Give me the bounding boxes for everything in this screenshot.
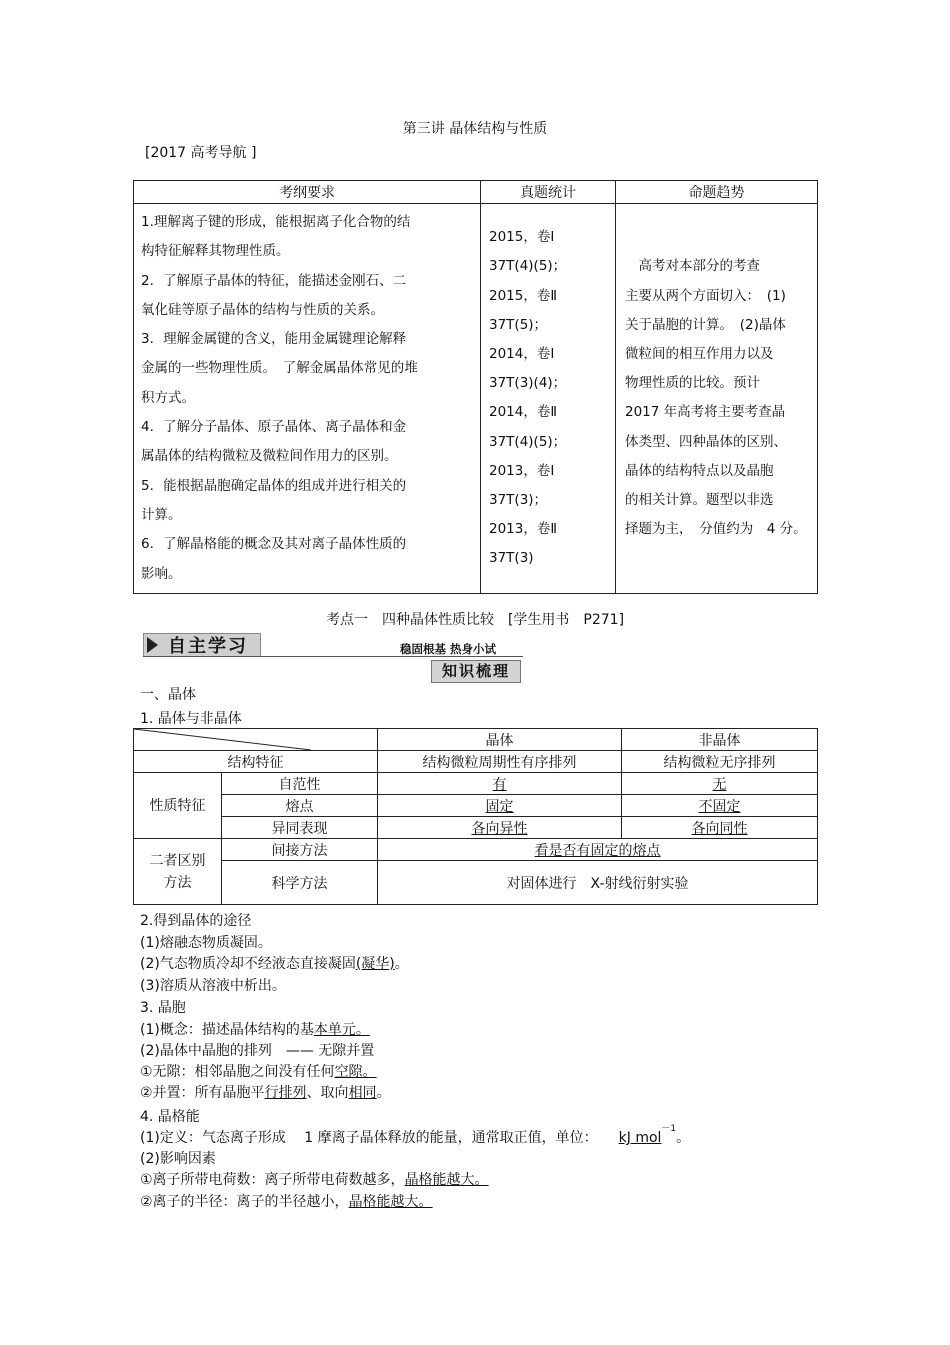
stats-cell	[481, 204, 616, 594]
req-line: 属晶体的结构微粒及微粒间作用力的区别。	[141, 448, 398, 465]
indirect-method-value: 看是否有固定的熔点	[534, 842, 661, 859]
body-line: 2.得到晶体的途径	[140, 913, 252, 929]
body-line: (2)气态物质冷却不经液态直接凝固(凝华)。	[140, 956, 409, 972]
self-shaping-noncrystal: 无	[712, 776, 727, 793]
body-line: 3. 晶胞	[140, 1000, 186, 1016]
body-line: ②并置：所有晶胞平行排列、取向相同。	[140, 1085, 391, 1101]
section-heading: 考点一 四种晶体性质比较 [学生用书 P271]	[325, 612, 625, 628]
distinguish-group: 二者区别方法	[134, 839, 222, 905]
play-arrow-icon	[147, 637, 158, 653]
anisotropy-crystal: 各向异性	[471, 820, 528, 837]
header-trend: 命题趋势	[616, 181, 818, 204]
body-line: 4. 晶格能	[140, 1109, 200, 1125]
header-stats: 真题统计	[481, 181, 616, 204]
col-crystal: 晶体	[378, 729, 622, 751]
stat-line: 37T(4)(5)；	[489, 433, 567, 450]
structure-noncrystal: 结构微粒无序排列	[622, 751, 818, 773]
row-anisotropy: 异同表现	[222, 817, 378, 839]
stat-line: 37T(5)；	[489, 316, 548, 333]
underlined-answer: kJ mol	[618, 1130, 662, 1146]
req-line: 金属的一些物理性质。 了解金属晶体常见的堆	[141, 360, 418, 377]
req-line: 1.理解离子键的形成，能根据离子化合物的结	[141, 214, 411, 230]
underlined-answer: 空隙。	[334, 1064, 377, 1080]
stat-line: 2013，卷Ⅱ	[489, 521, 558, 538]
underlined-answer: (凝华)	[355, 956, 395, 972]
self-shaping-crystal: 有	[492, 776, 507, 793]
body-line: ②离子的半径：离子的半径越小，晶格能越大。	[140, 1194, 433, 1210]
body-line: ①无隙：相邻晶胞之间没有任何空隙。	[140, 1064, 377, 1080]
subheading-crystal-vs-amorphous: 1. 晶体与非晶体	[140, 711, 242, 727]
stat-line: 2014，卷Ⅱ	[489, 404, 558, 421]
underlined-answer: 行排列	[264, 1085, 307, 1101]
page-title: 第三讲 晶体结构与性质	[402, 121, 548, 137]
stat-line: 2015，卷Ⅱ	[489, 287, 558, 304]
req-line: 影响。	[141, 565, 182, 582]
trend-line: 择题为主， 分值约为 4 分。	[625, 521, 807, 538]
trend-line: 主要从两个方面切入： (1)	[625, 287, 786, 304]
banner-text: 自主学习	[168, 636, 248, 657]
underlined-answer: 晶格能越大。	[404, 1172, 489, 1188]
body-line: (2)影响因素	[140, 1151, 216, 1167]
trend-line: 2017 年高考将主要考查晶	[625, 404, 786, 421]
req-line: 4．了解分子晶体、原子晶体、离子晶体和金	[141, 419, 407, 436]
underlined-answer: 本单元。	[313, 1022, 370, 1038]
exam-guide-label: [2017 高考导航 ]	[145, 145, 257, 161]
stat-line: 2014，卷Ⅰ	[489, 346, 555, 363]
melting-crystal: 固定	[485, 798, 514, 815]
req-line: 3．理解金属键的含义，能用金属键理论解释	[141, 331, 407, 348]
trend-line: 高考对本部分的考查	[625, 258, 760, 275]
banner-subtitle: 稳固根基 热身小试	[400, 642, 497, 656]
melting-noncrystal: 不固定	[698, 798, 741, 815]
trend-cell	[616, 204, 818, 594]
body-line: (3)溶质从溶液中析出。	[140, 978, 286, 994]
crystal-comparison-table	[133, 728, 818, 905]
superscript: －1	[661, 1124, 677, 1134]
structure-crystal: 结构微粒周期性有序排列	[378, 751, 622, 773]
header-requirements: 考纲要求	[134, 181, 481, 204]
anisotropy-noncrystal: 各向同性	[691, 820, 748, 837]
trend-line: 关于晶胞的计算。 (2)晶体	[625, 316, 786, 333]
body-line: (1)定义：气态离子形成 1 摩离子晶体释放的能量，通常取正值，单位： kJ mol$^{-1}$。	[140, 1124, 691, 1146]
knowledge-tag: 知识梳理	[431, 660, 521, 683]
exam-requirements-table	[133, 180, 818, 594]
body-line: (1)概念：描述晶体结构的基本单元。	[140, 1022, 370, 1038]
body-line: (2)晶体中晶胞的排列 —— 无隙并置	[140, 1043, 375, 1059]
stat-line: 37T(3)；	[489, 492, 548, 509]
row-indirect-method: 间接方法	[222, 839, 378, 861]
trend-line: 体类型、四种晶体的区别、	[625, 433, 787, 450]
req-line: 6．了解晶格能的概念及其对离子晶体性质的	[141, 536, 407, 553]
self-study-banner	[143, 633, 261, 657]
property-group: 性质特征	[134, 773, 222, 839]
trend-line: 微粒间的相互作用力以及	[625, 346, 774, 363]
stat-line: 2015，卷Ⅰ	[489, 229, 555, 246]
trend-line: 物理性质的比较。预计	[625, 375, 760, 392]
diagonal-header-cell	[134, 729, 378, 751]
req-line: 氧化硅等原子晶体的结构与性质的关系。	[141, 301, 384, 318]
row-self-shaping: 自范性	[222, 773, 378, 795]
stat-line: 37T(4)(5)；	[489, 258, 567, 275]
body-line: ①离子所带电荷数：离子所带电荷数越多，晶格能越大。	[140, 1172, 489, 1188]
req-line: 积方式。	[141, 389, 195, 406]
heading-crystal: 一、晶体	[140, 687, 196, 703]
req-line: 2．了解原子晶体的特征，能描述金刚石、二	[141, 272, 407, 289]
stat-line: 37T(3)	[489, 550, 534, 567]
requirements-cell	[134, 204, 481, 594]
stat-line: 2013，卷Ⅰ	[489, 462, 555, 479]
req-line: 5．能根据晶胞确定晶体的组成并进行相关的	[141, 477, 407, 494]
req-line: 构特征解释其物理性质。	[141, 243, 290, 260]
underlined-answer: 相同	[348, 1085, 377, 1101]
scientific-method-value: 对固体进行 X-射线衍射实验	[506, 875, 689, 892]
trend-line: 晶体的结构特点以及晶胞	[625, 462, 774, 479]
row-structure: 结构特征	[134, 751, 378, 773]
underlined-answer: 晶格能越大。	[348, 1194, 433, 1210]
body-line: (1)熔融态物质凝固。	[140, 935, 272, 951]
row-melting-point: 熔点	[222, 795, 378, 817]
trend-line: 的相关计算。题型以非选	[625, 492, 774, 509]
req-line: 计算。	[141, 506, 182, 523]
stat-line: 37T(3)(4)；	[489, 375, 567, 392]
diagonal-line	[134, 729, 311, 750]
col-noncrystal: 非晶体	[622, 729, 818, 751]
row-scientific-method: 科学方法	[222, 861, 378, 905]
